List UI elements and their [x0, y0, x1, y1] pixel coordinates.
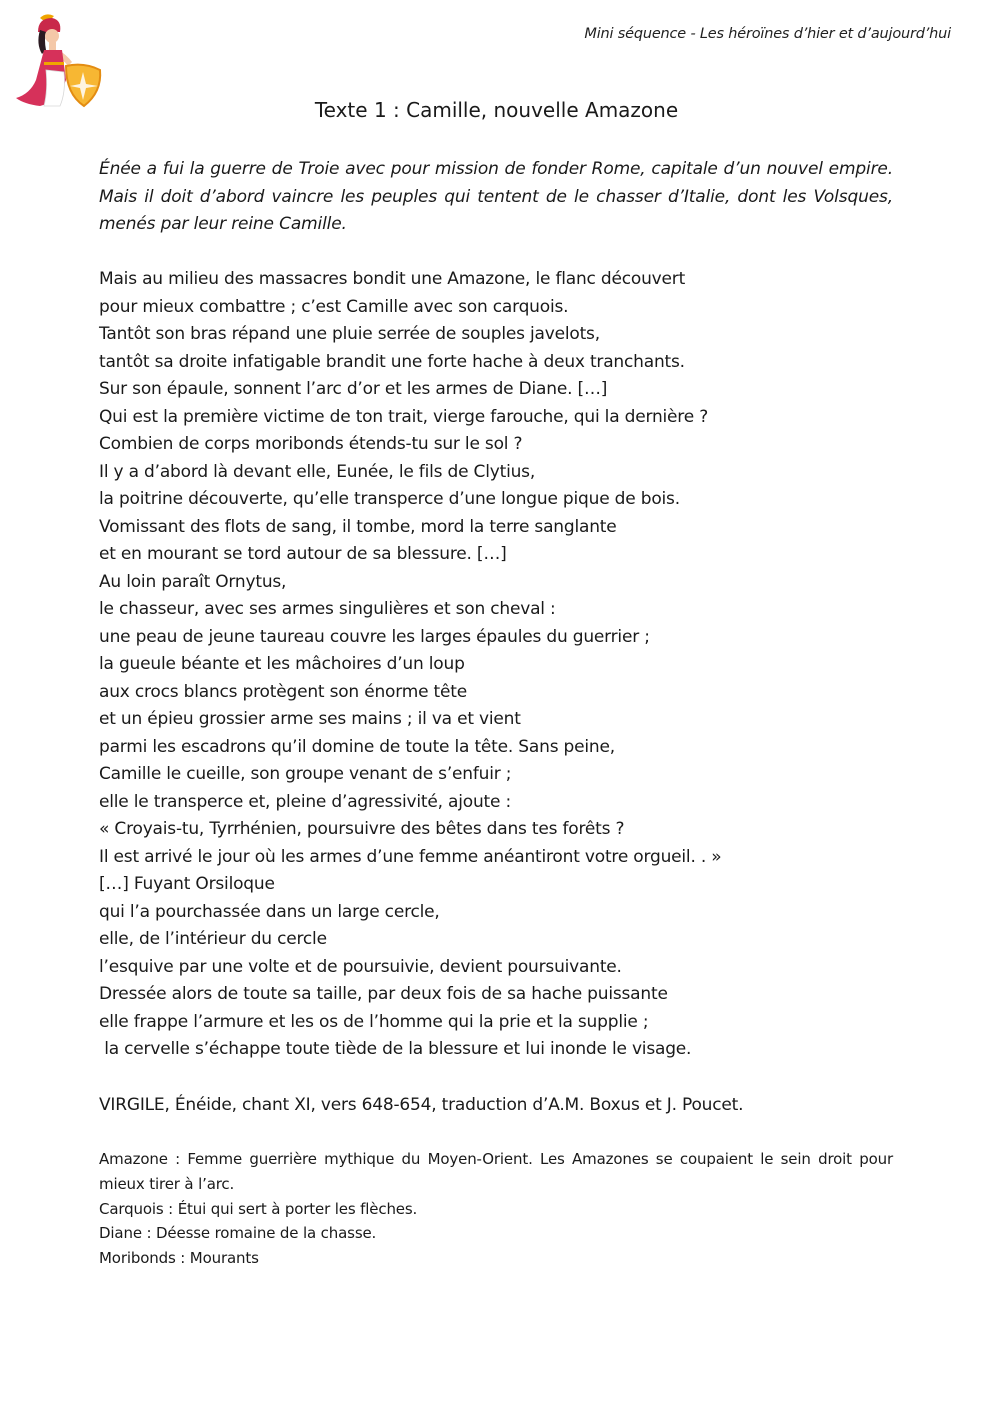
poem-line: Au loin paraît Ornytus,	[99, 571, 287, 592]
poem-line: Il est arrivé le jour où les armes d’une femme anéantiront votre orgueil. . »	[99, 846, 722, 867]
poem-line: elle, de l’intérieur du cercle	[99, 929, 327, 949]
poem-line: la gueule béante et les mâchoires d’un loup	[99, 654, 465, 674]
poem-line: Sur son épaule, sonnent l’arc d’or et les armes de Diane. […]	[99, 379, 608, 399]
poem-line: la poitrine découverte, qu’elle transperce d’une longue pique de bois.	[99, 489, 680, 509]
poem-line: […] Fuyant Orsiloque	[99, 874, 275, 894]
intro-paragraph: Énée a fui la guerre de Troie avec pour mission de fonder Rome, capitale d’un nouvel empire. Mais il doit d’abord vaincre les peuples qui tentent de le chasser d’Italie, dont les Volsques, menés par leur reine Camille.	[99, 159, 893, 235]
glossary-entry: Moribonds : Mourants	[99, 1249, 259, 1268]
poem-line: tantôt sa droite infatigable brandit une forte hache à deux tranchants.	[99, 351, 685, 372]
poem-line: Qui est la première victime de ton trait, vierge farouche, qui la dernière ?	[99, 406, 709, 427]
series-title: Mini séquence - Les héroïnes d’hier et d’aujourd’hui	[584, 26, 951, 42]
poem-line: Il y a d’abord là devant elle, Eunée, le fils de Clytius,	[99, 461, 536, 482]
glossary	[99, 1147, 893, 1271]
poem-line: « Croyais-tu, Tyrrhénien, poursuivre des bêtes dans tes forêts ?	[99, 819, 625, 839]
poem-line: qui l’a pourchassée dans un large cercle,	[99, 901, 440, 922]
poem-line: l’esquive par une volte et de poursuivie, devient poursuivante.	[99, 956, 622, 977]
poem-line: Tantôt son bras répand une pluie serrée de souples javelots,	[99, 324, 600, 344]
poem-line: le chasseur, avec ses armes singulières et son cheval :	[99, 599, 556, 619]
poem-line: Combien de corps moribonds étends-tu sur le sol ?	[99, 434, 523, 454]
poem-text	[99, 266, 899, 1064]
poem-line: Vomissant des flots de sang, il tombe, mord la terre sanglante	[99, 516, 617, 537]
poem-line: elle le transperce et, pleine d’agressivité, ajoute :	[99, 791, 512, 812]
poem-line: une peau de jeune taureau couvre les larges épaules du guerrier ;	[99, 626, 650, 647]
glossary-entry: Amazone : Femme guerrière mythique du Moyen-Orient. Les Amazones se coupaient le sein droit pour mieux tirer à l’arc.	[99, 1150, 893, 1193]
poem-line: et en mourant se tord autour de sa blessure. […]	[99, 544, 507, 564]
glossary-entry: Carquois : Étui qui sert à porter les flèches.	[99, 1199, 418, 1218]
source-citation: VIRGILE, Énéide, chant XI, vers 648-654, traduction d’A.M. Boxus et J. Poucet.	[99, 1095, 744, 1115]
page-title: Texte 1 : Camille, nouvelle Amazone	[314, 98, 679, 122]
poem-line: Dressée alors de toute sa taille, par deux fois de sa hache puissante	[99, 984, 668, 1004]
amazon-warrior-shield-icon	[10, 10, 106, 110]
glossary-entry: Diane : Déesse romaine de la chasse.	[99, 1224, 377, 1243]
poem-line: aux crocs blancs protègent son énorme tête	[99, 681, 467, 702]
poem-line: la cervelle s’échappe toute tiède de la blessure et lui inonde le visage.	[99, 1039, 692, 1059]
poem-line: Camille le cueille, son groupe venant de s’enfuir ;	[99, 764, 512, 784]
poem-line: pour mieux combattre ; c’est Camille avec son carquois.	[99, 296, 569, 317]
poem-line: Mais au milieu des massacres bondit une Amazone, le flanc découvert	[99, 269, 686, 289]
poem-line: parmi les escadrons qu’il domine de toute la tête. Sans peine,	[99, 736, 615, 757]
poem-line: et un épieu grossier arme ses mains ; il va et vient	[99, 709, 521, 729]
poem-line: elle frappe l’armure et les os de l’homme qui la prie et la supplie ;	[99, 1011, 649, 1032]
